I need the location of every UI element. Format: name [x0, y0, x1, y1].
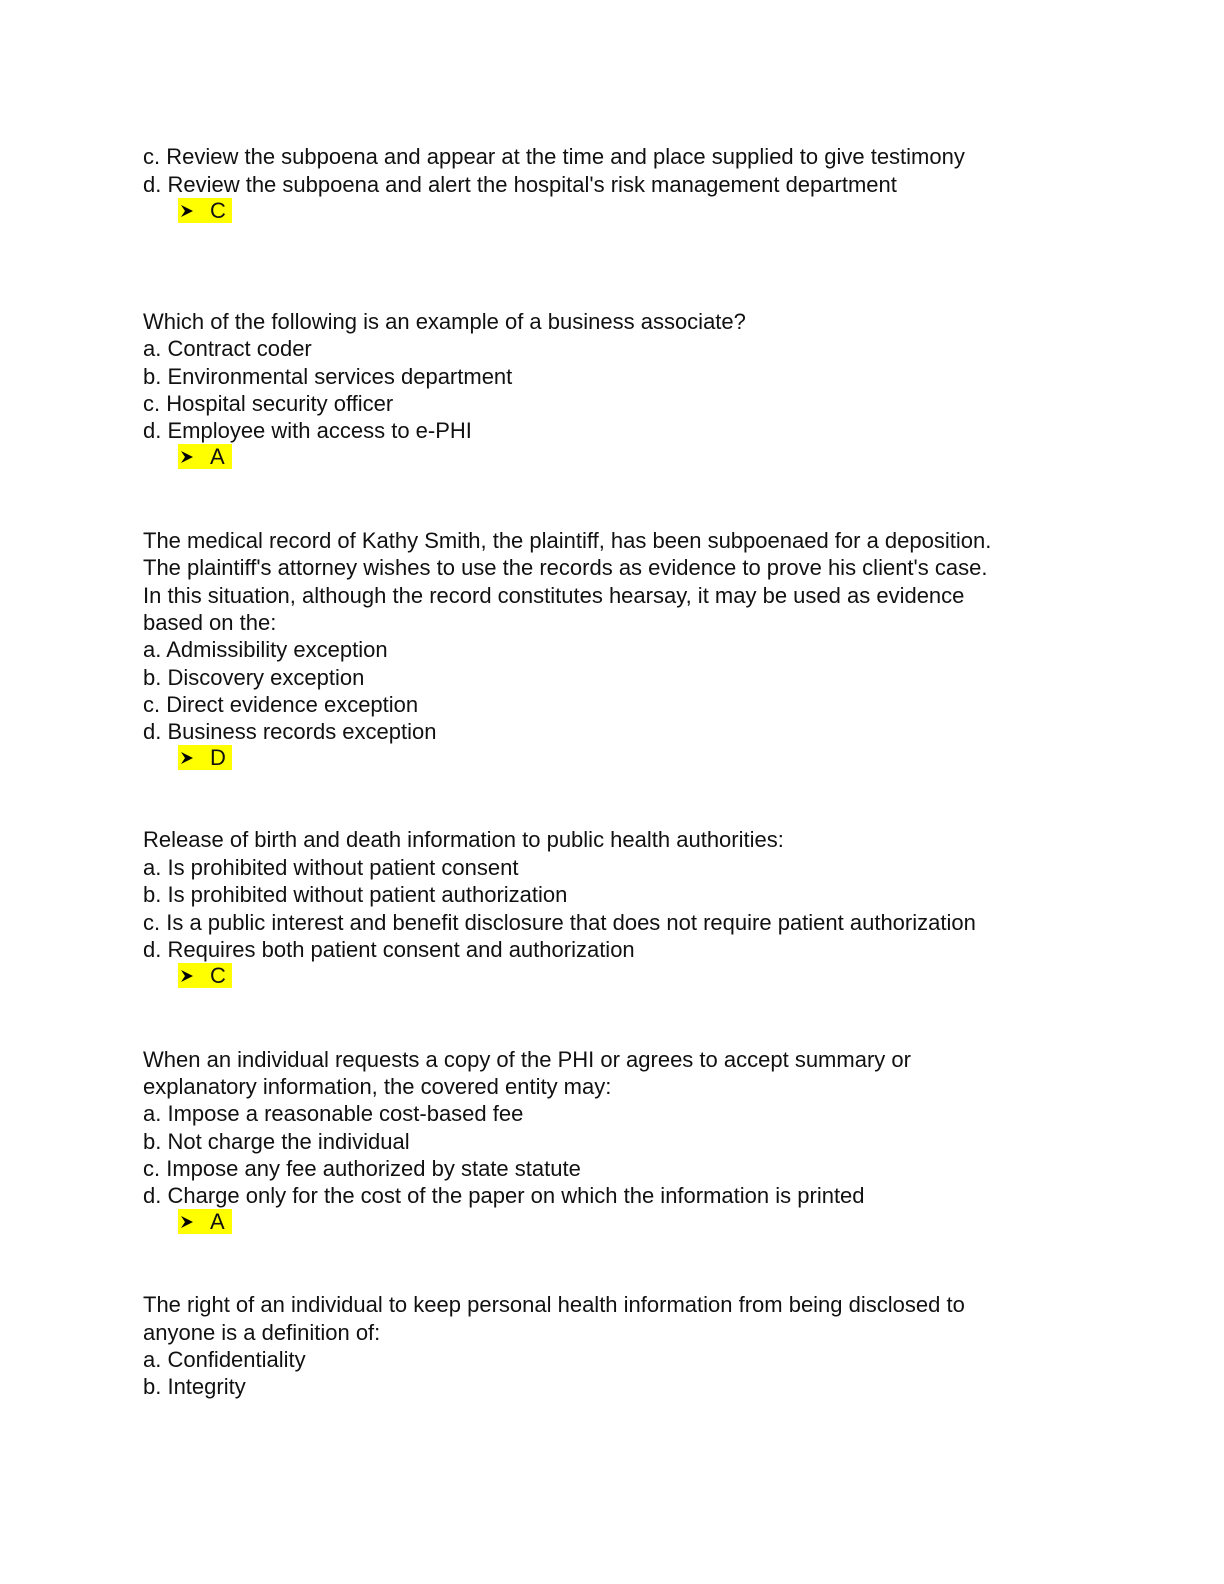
option-line: c. Review the subpoena and appear at the time and place supplied to give testimony	[143, 144, 965, 169]
option-line: a. Is prohibited without patient consent	[143, 855, 519, 880]
option-line: d. Charge only for the cost of the paper on which the information is printed	[143, 1183, 865, 1208]
arrowhead-bullet-icon	[180, 1215, 194, 1229]
option-line: c. Impose any fee authorized by state statute	[143, 1156, 581, 1181]
option-line: b. Not charge the individual	[143, 1129, 410, 1154]
question-text: Which of the following is an example of a business associate?	[143, 309, 746, 334]
question-text: The plaintiff's attorney wishes to use the records as evidence to prove his client's case.	[143, 555, 988, 580]
answer-highlight	[178, 1209, 232, 1234]
option-line: c. Is a public interest and benefit disclosure that does not require patient authorization	[143, 910, 976, 935]
option-line: d. Business records exception	[143, 719, 437, 744]
arrowhead-bullet-icon	[180, 969, 194, 983]
answer-highlight	[178, 963, 232, 988]
answer-letter: C	[210, 963, 226, 988]
option-line: d. Review the subpoena and alert the hospital's risk management department	[143, 172, 897, 197]
option-line: a. Confidentiality	[143, 1347, 306, 1372]
question-text: Release of birth and death information to public health authorities:	[143, 827, 784, 852]
question-text: explanatory information, the covered entity may:	[143, 1074, 612, 1099]
option-line: a. Contract coder	[143, 336, 312, 361]
answer-highlight	[178, 745, 232, 770]
option-line: b. Is prohibited without patient authorization	[143, 882, 568, 907]
answer-highlight	[178, 444, 232, 469]
option-line: a. Admissibility exception	[143, 637, 388, 662]
question-text: based on the:	[143, 610, 277, 635]
question-text: anyone is a definition of:	[143, 1320, 381, 1345]
answer-letter: C	[210, 198, 226, 223]
question-text: When an individual requests a copy of the PHI or agrees to accept summary or	[143, 1047, 911, 1072]
option-line: a. Impose a reasonable cost-based fee	[143, 1101, 524, 1126]
answer-letter: A	[210, 444, 225, 469]
option-line: d. Requires both patient consent and authorization	[143, 937, 635, 962]
arrowhead-bullet-icon	[180, 204, 194, 218]
question-text: The right of an individual to keep personal health information from being disclosed to	[143, 1292, 965, 1317]
arrowhead-bullet-icon	[180, 751, 194, 765]
question-text: In this situation, although the record constitutes hearsay, it may be used as evidence	[143, 583, 965, 608]
option-line: b. Integrity	[143, 1374, 246, 1399]
option-line: c. Direct evidence exception	[143, 692, 419, 717]
option-line: b. Environmental services department	[143, 364, 513, 389]
option-line: c. Hospital security officer	[143, 391, 394, 416]
option-line: d. Employee with access to e-PHI	[143, 418, 472, 443]
answer-highlight	[178, 198, 232, 223]
arrowhead-bullet-icon	[180, 450, 194, 464]
answer-letter: A	[210, 1209, 225, 1234]
option-line: b. Discovery exception	[143, 665, 365, 690]
question-text: The medical record of Kathy Smith, the plaintiff, has been subpoenaed for a deposition.	[143, 528, 992, 553]
answer-letter: D	[210, 745, 226, 770]
